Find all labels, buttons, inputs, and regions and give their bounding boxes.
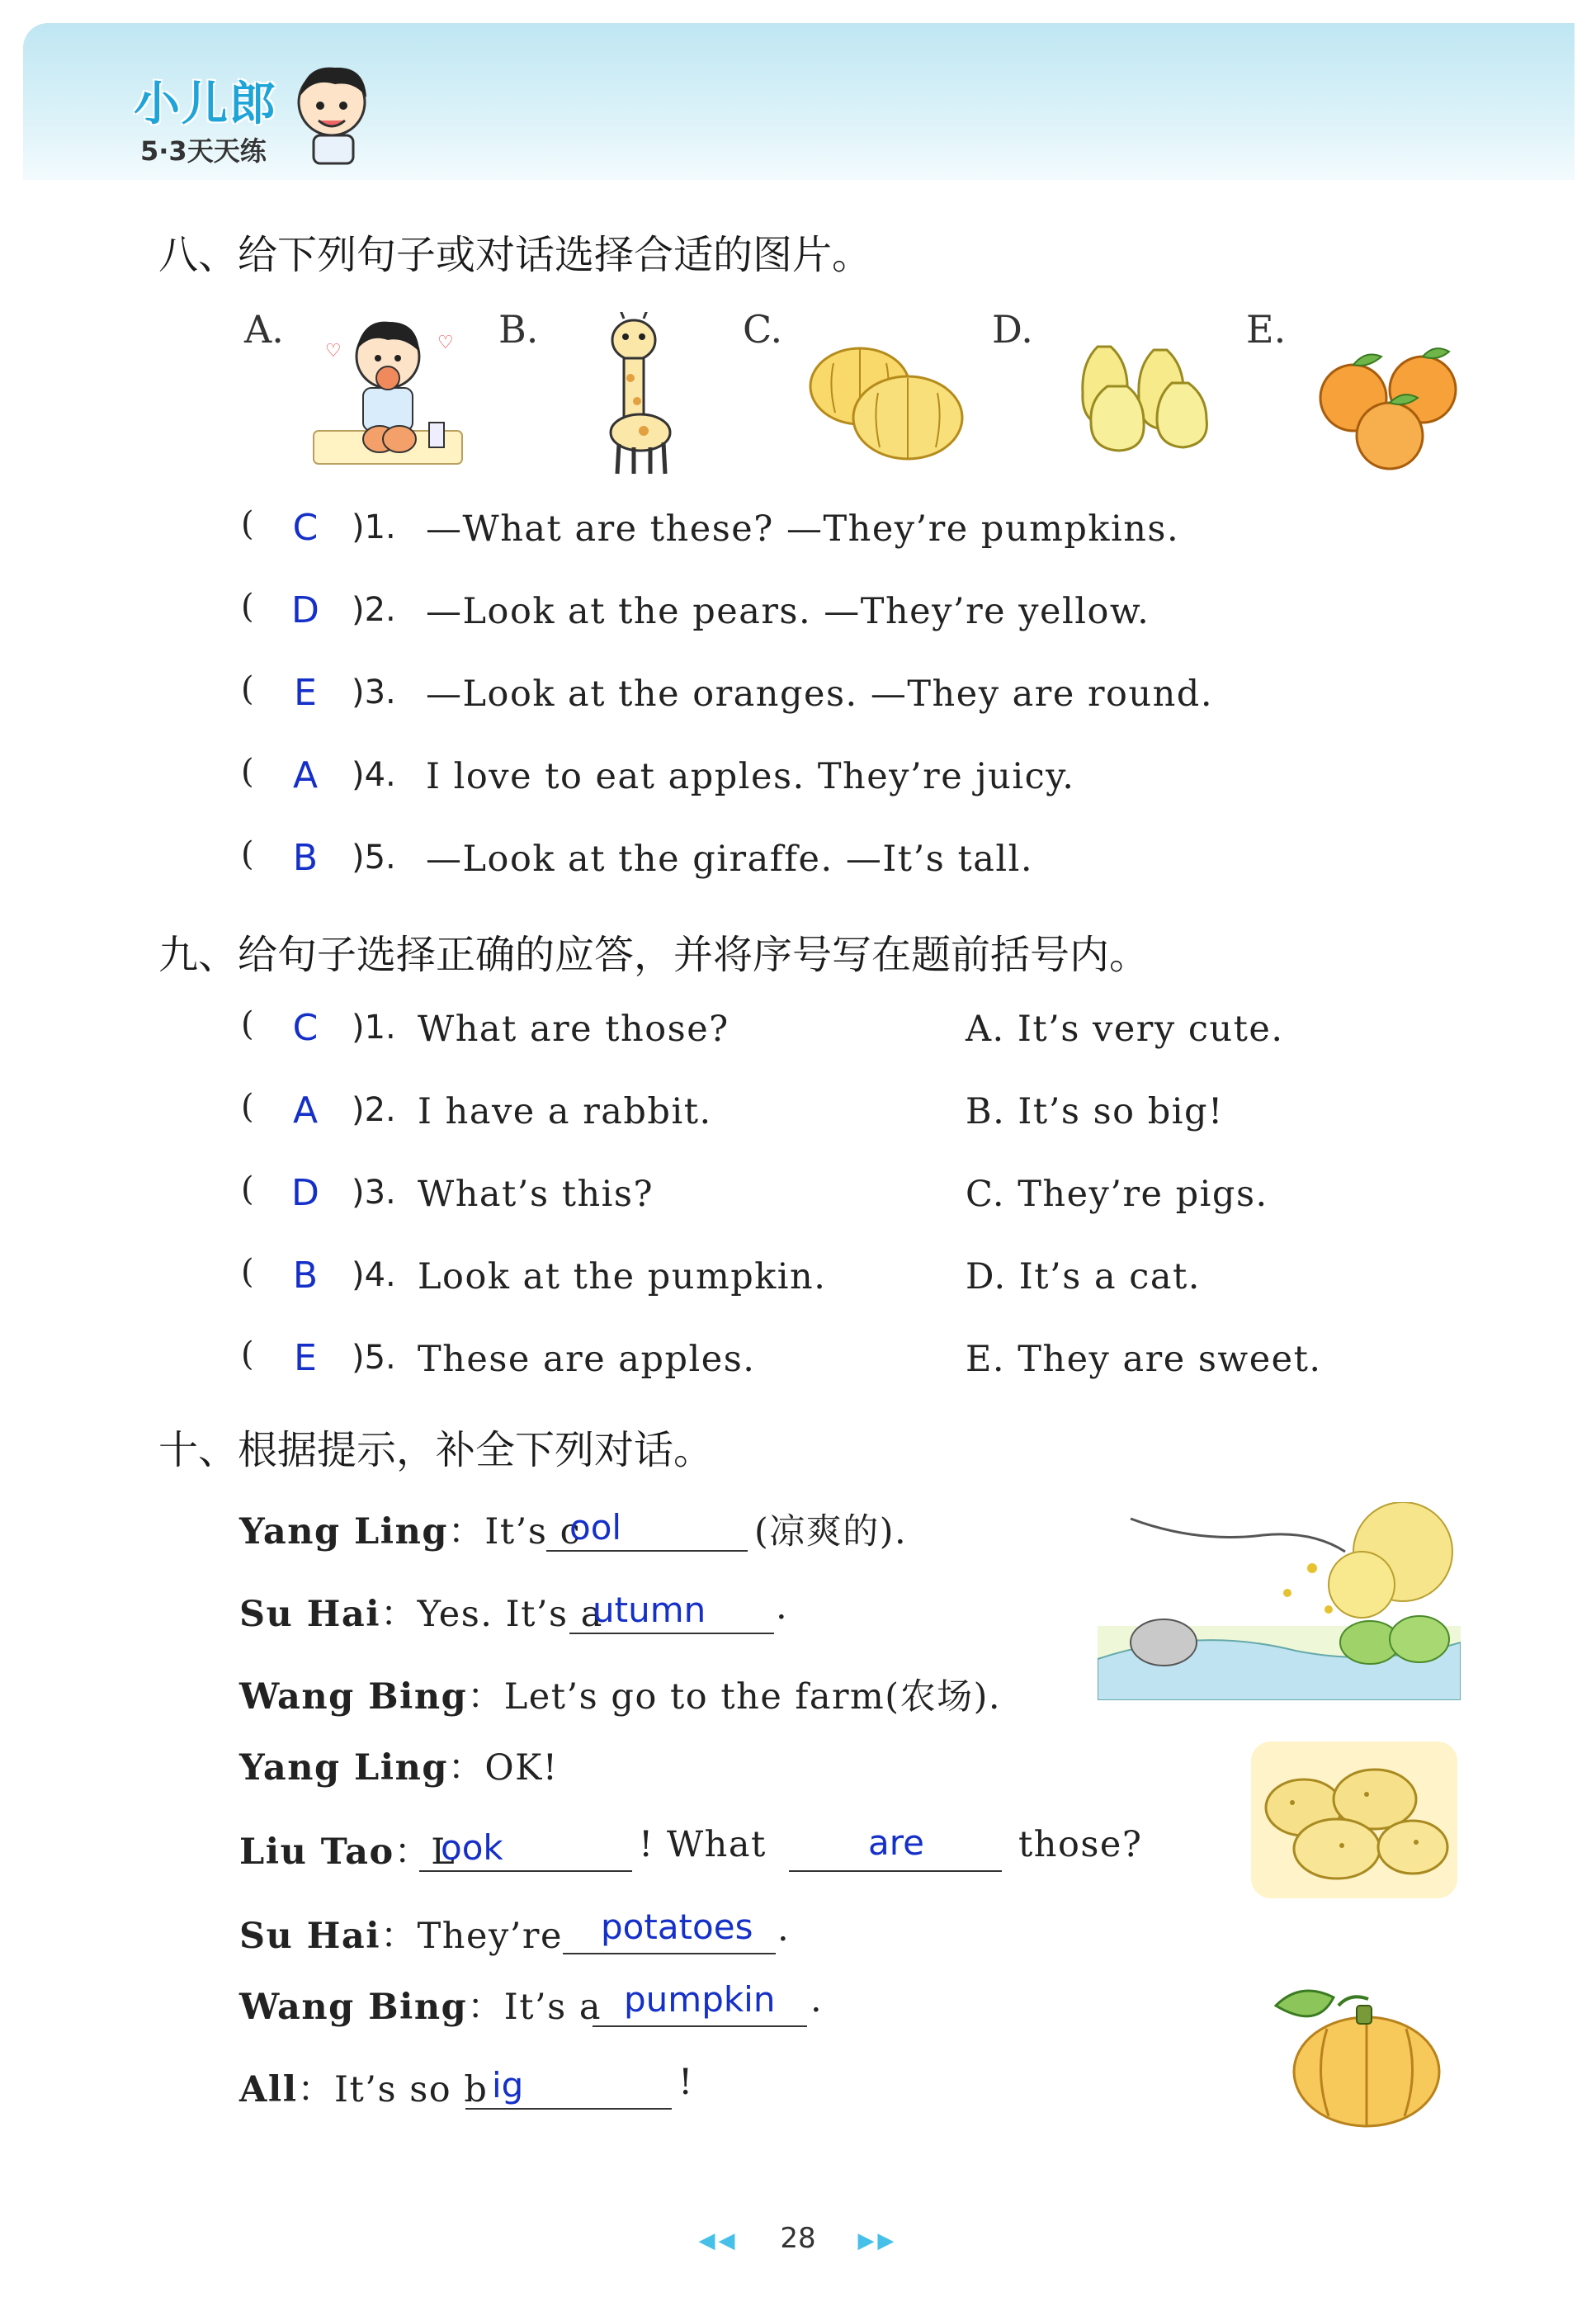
speaker: Wang Bing (239, 1676, 468, 1718)
answer-field[interactable]: E (294, 1337, 317, 1379)
section-8-title: 八、给下列句子或对话选择合适的图片。 (158, 232, 872, 278)
section-10-title: 十、根据提示，补全下列对话。 (158, 1427, 714, 1473)
question-text: What are those? (418, 1009, 730, 1050)
question-text: Look at the pumpkin. (418, 1256, 827, 1297)
response-option: A. It’s very cute. (966, 1009, 1284, 1050)
option-b-label: B. (498, 307, 539, 352)
question-text: —Look at the giraffe. —It’s tall. (426, 839, 1034, 880)
question-text: —Look at the pears. —They’re yellow. (426, 591, 1150, 632)
brand-logo: 小儿郎 (134, 78, 277, 131)
speaker: Su Hai (239, 1916, 381, 1957)
brand-subtitle: 5·3天天练 (140, 135, 267, 167)
question-text: —Look at the oranges. —They are round. (426, 673, 1213, 715)
mascot-icon (289, 59, 380, 167)
svg-text:♡: ♡ (437, 333, 454, 353)
answer-field[interactable]: E (294, 672, 317, 714)
answer-field[interactable]: D (291, 589, 319, 631)
pumpkin-icon (1259, 1981, 1449, 2138)
question-text: What’s this? (418, 1174, 654, 1215)
boy-eating-apples-icon (305, 307, 470, 472)
fill-answer: potatoes (601, 1907, 753, 1947)
response-option: C. They’re pigs. (966, 1174, 1268, 1215)
answer-field[interactable]: A (292, 1089, 319, 1132)
answer-field[interactable]: B (292, 837, 319, 879)
response-option: E. They are sweet. (966, 1339, 1322, 1380)
response-option: B. It’s so big! (966, 1091, 1224, 1132)
next-arrows-icon: ▶▶ (857, 2228, 898, 2253)
answer-field[interactable]: D (291, 1172, 319, 1214)
section-9-title: 九、给句子选择正确的应答，并将序号写在题前括号内。 (158, 932, 1150, 978)
fill-answer: pumpkin (624, 1979, 776, 2020)
speaker: Liu Tao (239, 1831, 394, 1873)
option-c-label: C. (743, 307, 783, 352)
speaker: Su Hai (239, 1594, 381, 1635)
giraffe-icon (594, 312, 685, 477)
potatoes-icon (1251, 1742, 1457, 1898)
fill-answer: ool (569, 1507, 622, 1548)
prev-arrows-icon: ◀◀ (698, 2228, 739, 2253)
response-option: D. It’s a cat. (966, 1256, 1201, 1297)
option-a-label: A. (244, 307, 284, 352)
page-number: 28 (780, 2222, 816, 2255)
question-text: These are apples. (418, 1339, 756, 1380)
svg-text:♡: ♡ (325, 341, 342, 362)
question-text: I have a rabbit. (418, 1091, 712, 1132)
fill-answer: ook (441, 1827, 503, 1868)
speaker: Yang Ling (239, 1511, 448, 1552)
fill-answer: are (868, 1822, 924, 1863)
answer-field[interactable]: A (292, 754, 319, 796)
option-d-label: D. (992, 307, 1033, 352)
answer-field[interactable]: C (292, 507, 319, 549)
answer-field[interactable]: B (292, 1255, 319, 1297)
fill-answer: ig (492, 2065, 524, 2105)
pumpkins-icon (809, 338, 966, 462)
answer-field[interactable]: C (292, 1007, 319, 1049)
dialogue-line-3: Wang Bing：Let’s go to the farm(农场). (239, 1676, 1002, 1718)
speaker: Yang Ling (239, 1747, 448, 1789)
autumn-landscape-icon (1098, 1502, 1461, 1700)
fill-answer: utumn (593, 1590, 706, 1630)
oranges-icon (1312, 347, 1469, 470)
page-footer (0, 2222, 1596, 2255)
dialogue-line-4: Yang Ling：OK! (239, 1747, 559, 1789)
speaker: All (239, 2069, 298, 2110)
pears-icon (1065, 330, 1213, 454)
speaker: Wang Bing (239, 1987, 468, 2028)
question-text: —What are these? —They’re pumpkins. (426, 508, 1180, 550)
option-e-label: E. (1246, 307, 1287, 352)
question-text: I love to eat apples. They’re juicy. (426, 756, 1075, 797)
